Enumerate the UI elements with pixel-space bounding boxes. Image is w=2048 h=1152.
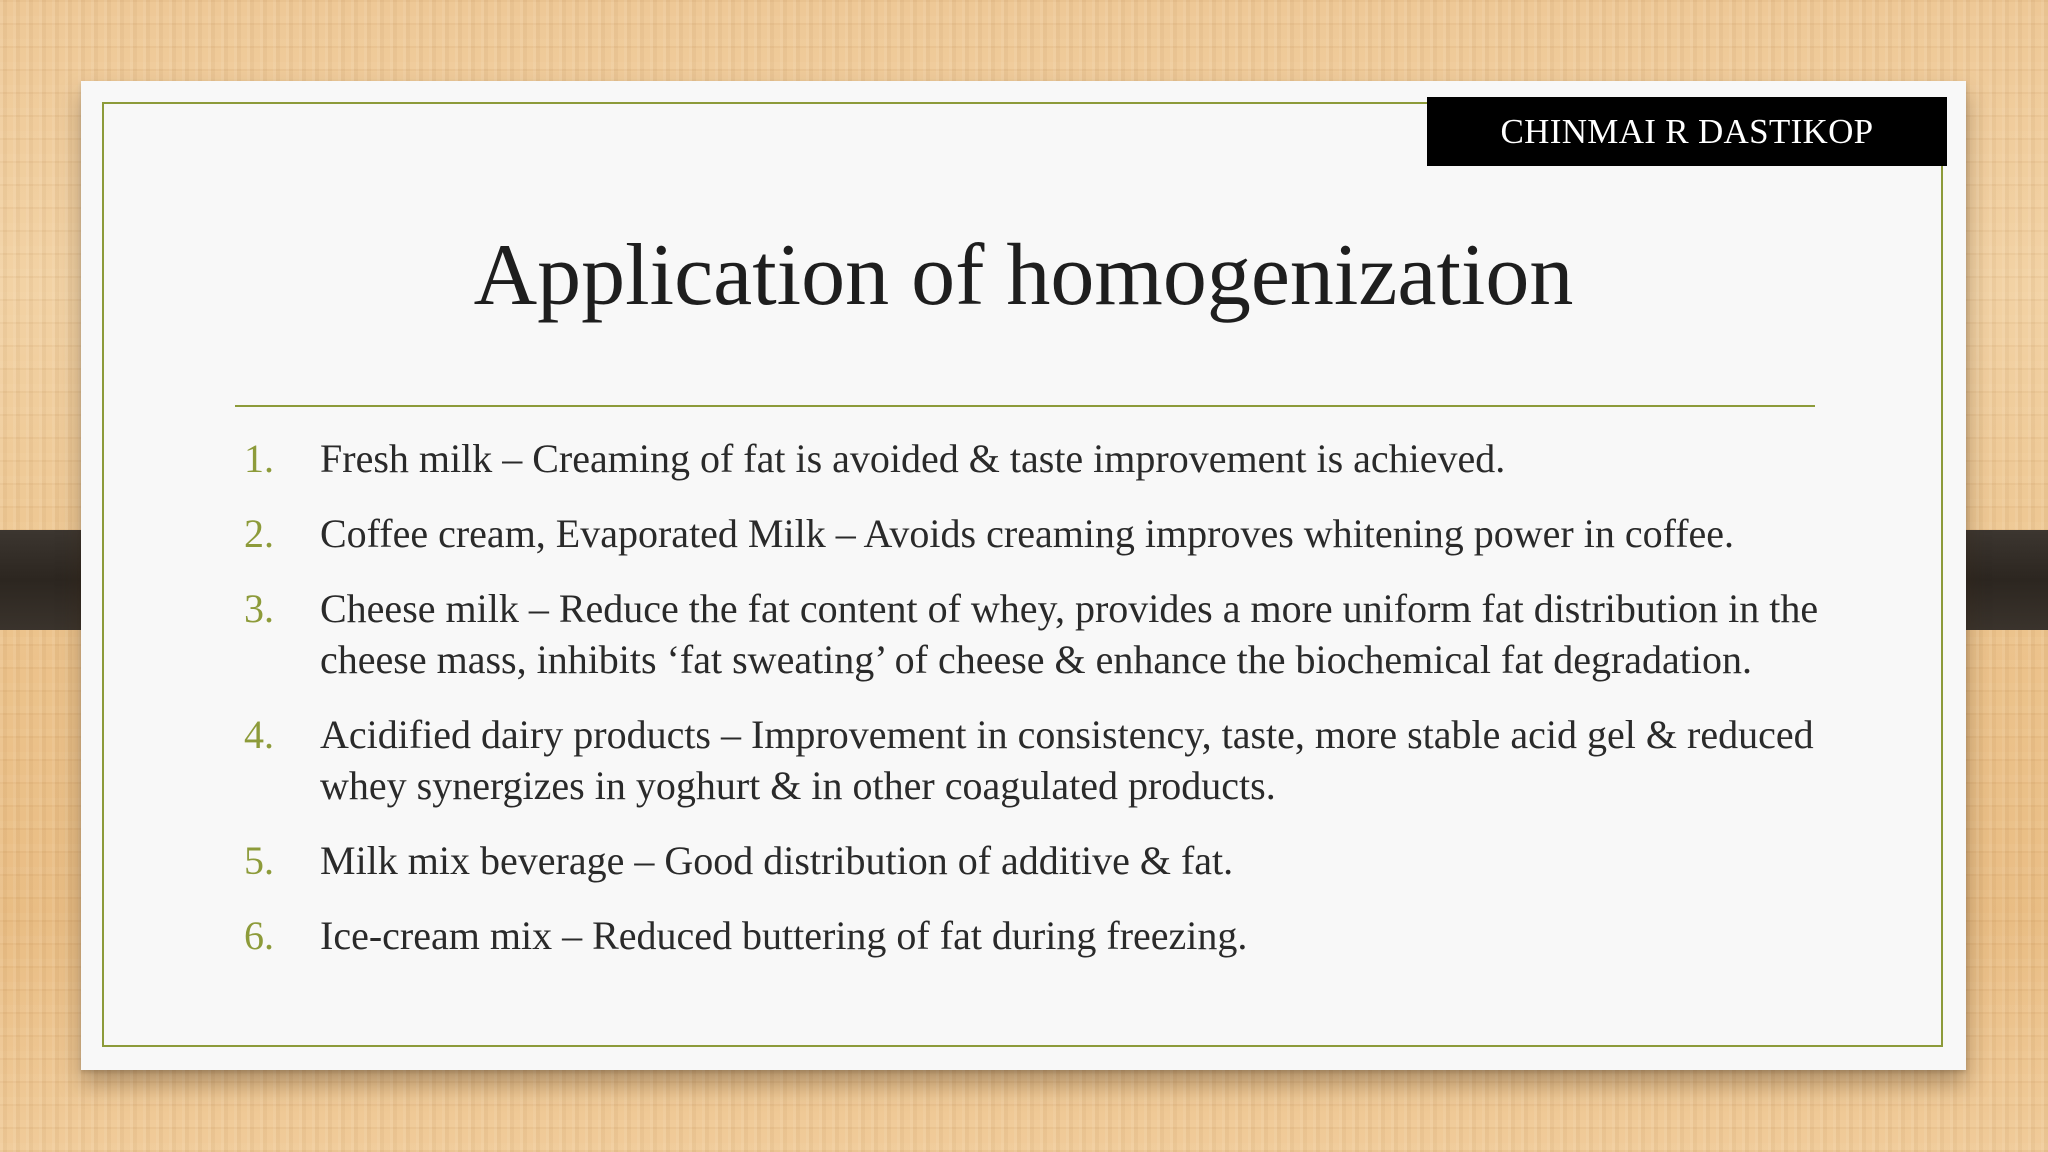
title-divider [235,405,1815,407]
list-item-text: Milk mix beverage – Good distribution of additive & fat. [320,838,1234,883]
list-item-text: Acidified dairy products – Improvement in consistency, taste, more stable acid gel & reduced whey synergizes in yoghurt & in other coagulated products. [320,712,1814,808]
list-item: 2. Coffee cream, Evaporated Milk – Avoids creaming improves whitening power in coffee. [161,508,1941,559]
list-item: 5. Milk mix beverage – Good distribution of additive & fat. [161,835,1941,886]
list-item-text: Fresh milk – Creaming of fat is avoided & taste improvement is achieved. [320,436,1506,481]
list-item-text: Coffee cream, Evaporated Milk – Avoids creaming improves whitening power in coffee. [320,511,1735,556]
slide-card [81,81,1966,1070]
list-item: 4. Acidified dairy products – Improvement in consistency, taste, more stable acid gel & reduced whey synergizes in yoghurt & in other coagulated products. [161,709,1941,811]
slide-title: Application of homogenization [473,227,1574,324]
list-item-text: Ice-cream mix – Reduced buttering of fat during freezing. [320,913,1248,958]
application-list [161,433,1941,985]
list-item: 3. Cheese milk – Reduce the fat content of whey, provides a more uniform fat distribution in the cheese mass, inhibits ‘fat sweating’ of cheese & enhance the biochemical fat degradation. [161,583,1941,685]
list-item-text: Cheese milk – Reduce the fat content of whey, provides a more uniform fat distribution in the cheese mass, inhibits ‘fat sweating’ of cheese & enhance the biochemical fat degradation. [320,586,1819,682]
list-item: 1. Fresh milk – Creaming of fat is avoided & taste improvement is achieved. [161,433,1941,484]
author-badge: CHINMAI R DASTIKOP [1427,97,1947,166]
list-item: 6. Ice-cream mix – Reduced buttering of fat during freezing. [161,910,1941,961]
